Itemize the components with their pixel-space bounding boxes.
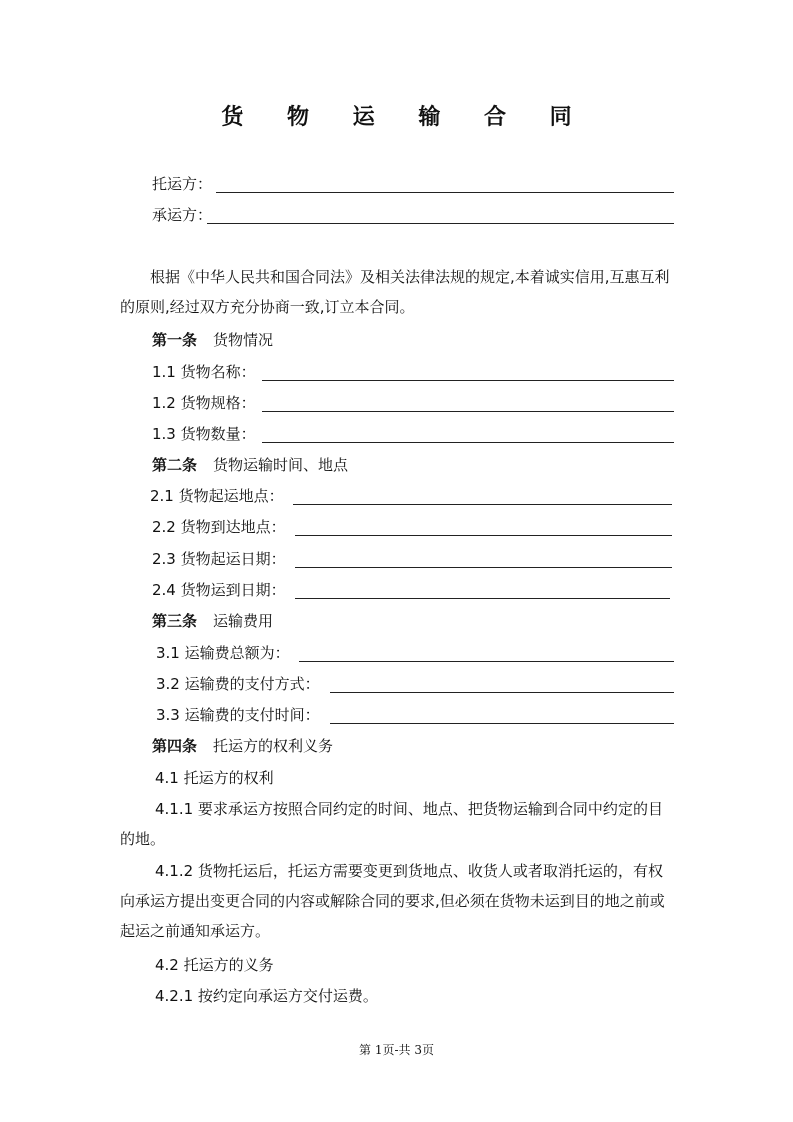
article-4-number: 第四条 (152, 737, 198, 755)
item-1-1-label: 1.1 货物名称： (152, 363, 256, 381)
article-1-number: 第一条 (152, 331, 198, 349)
item-1-2-label: 1.2 货物规格： (152, 394, 256, 412)
clause-4-1-1: 4.1.1 要求承运方按照合同约定的时间、地点、把货物运输到合同中约定的目的地。 (120, 800, 663, 848)
item-3-3-label: 3.3 运输费的支付时间： (156, 706, 320, 724)
item-1-2-blank[interactable] (262, 411, 674, 412)
page-footer: 第 1页-共 3页 (359, 1043, 434, 1057)
item-1-1-blank[interactable] (262, 380, 674, 381)
article-1-title: 货物情况 (213, 331, 274, 349)
article-1-heading (152, 329, 273, 351)
intro-paragraph: 根据《中华人民共和国合同法》及相关法律法规的规定,本着诚实信用,互惠互利的原则,经过双方充分协商一致,订立本合同。 (120, 268, 670, 316)
section-4-2-heading: 4.2 托运方的义务 (155, 956, 274, 974)
article-4-title: 托运方的权利义务 (213, 737, 334, 755)
article-2-number: 第二条 (152, 456, 198, 474)
article-3-title: 运输费用 (213, 612, 274, 630)
item-3-1-blank[interactable] (299, 661, 674, 662)
item-2-4-label: 2.4 货物运到日期： (152, 581, 286, 599)
article-3-number: 第三条 (152, 612, 198, 630)
article-3-heading (152, 610, 273, 632)
consignor-label: 托运方： (152, 175, 213, 193)
consignor-blank[interactable] (216, 192, 674, 193)
clause-4-1-2: 4.1.2 货物托运后，托运方需要变更到货地点、收货人或者取消托运的，有权向承运方提出变更合同的内容或解除合同的要求,但必须在货物未运到目的地之前或起运之前通知承运方。 (120, 862, 665, 940)
item-3-3-blank[interactable] (330, 723, 674, 724)
section-4-1-heading: 4.1 托运方的权利 (155, 769, 274, 787)
item-2-3-label: 2.3 货物起运日期： (152, 550, 286, 568)
article-4-heading (152, 735, 333, 757)
item-1-3-blank[interactable] (262, 442, 674, 443)
item-2-4-blank[interactable] (295, 598, 670, 599)
item-2-1-blank[interactable] (293, 504, 672, 505)
item-3-2-blank[interactable] (330, 692, 674, 693)
document-title: 货 物 运 输 合 同 (221, 104, 590, 130)
clause-4-2-1: 4.2.1 按约定向承运方交付运费。 (155, 987, 378, 1005)
article-2-title: 货物运输时间、地点 (213, 456, 349, 474)
item-2-2-label: 2.2 货物到达地点： (152, 518, 286, 536)
item-2-2-blank[interactable] (295, 535, 672, 536)
carrier-blank[interactable] (207, 223, 674, 224)
item-1-3-label: 1.3 货物数量： (152, 425, 256, 443)
item-3-2-label: 3.2 运输费的支付方式： (156, 675, 320, 693)
article-2-heading (152, 454, 348, 476)
carrier-label: 承运方： (152, 206, 213, 224)
item-2-3-blank[interactable] (295, 567, 672, 568)
item-3-1-label: 3.1 运输费总额为： (156, 644, 290, 662)
item-2-1-label: 2.1 货物起运地点： (150, 487, 284, 505)
